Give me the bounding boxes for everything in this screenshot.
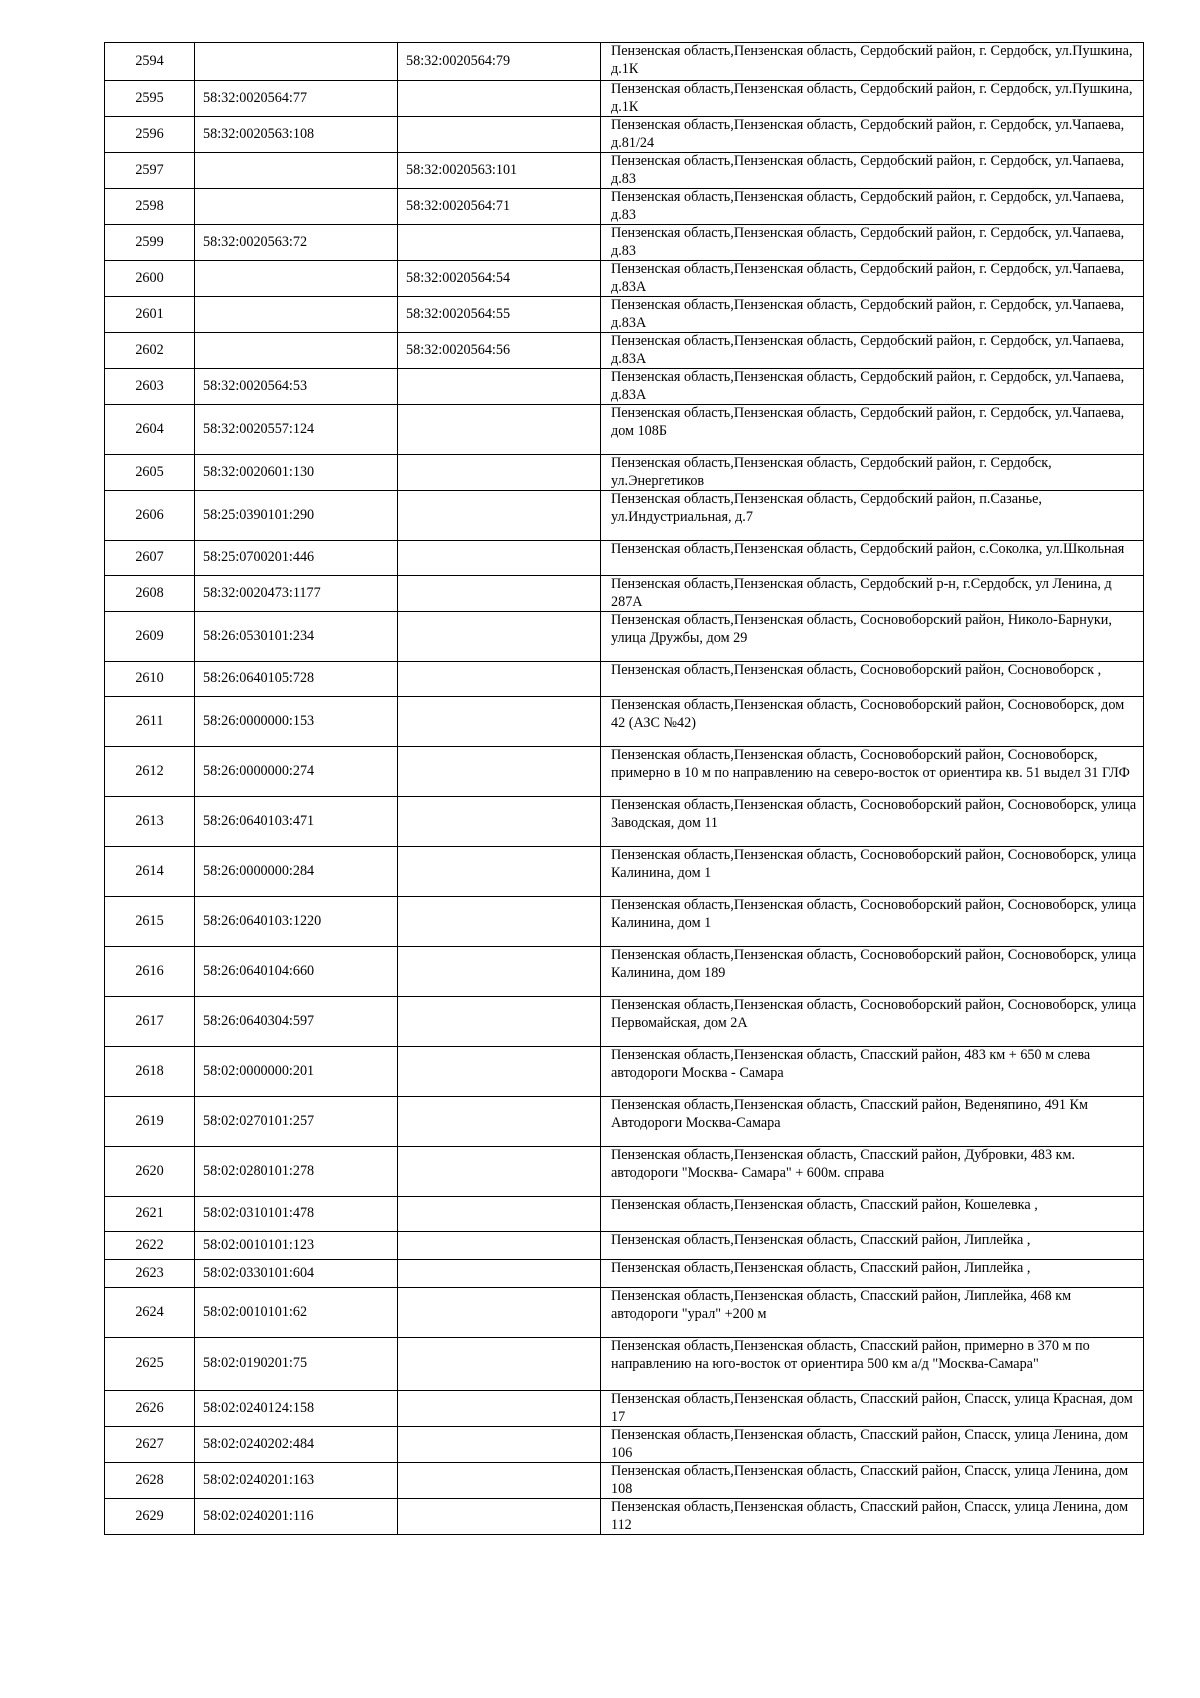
address-cell: Пензенская область,Пензенская область, Спасский район, Спасск, улица Красная, дом 17	[601, 1391, 1144, 1427]
address-cell: Пензенская область,Пензенская область, Сердобский район, г. Сердобск, ул.Чапаева, д.83	[601, 153, 1144, 189]
document-page	[104, 42, 1144, 1535]
table-row	[105, 847, 1144, 897]
row-number-cell: 2609	[105, 612, 195, 662]
cadastral-number-cell: 58:32:0020564:77	[195, 81, 398, 117]
table-row	[105, 405, 1144, 455]
table-row	[105, 1260, 1144, 1288]
cadastral-number-cell: 58:02:0240201:116	[195, 1499, 398, 1535]
cadastral-number-2-cell	[398, 81, 601, 117]
cadastral-number-cell	[195, 297, 398, 333]
address-cell: Пензенская область,Пензенская область, Сосновоборский район, Сосновоборск ,	[601, 662, 1144, 697]
cadastral-number-2-cell	[398, 1147, 601, 1197]
row-number-cell: 2626	[105, 1391, 195, 1427]
row-number-cell: 2621	[105, 1197, 195, 1232]
cadastral-number-2-cell	[398, 1338, 601, 1391]
table-row	[105, 612, 1144, 662]
cadastral-number-cell: 58:32:0020564:53	[195, 369, 398, 405]
row-number-cell: 2600	[105, 261, 195, 297]
cadastral-number-2-cell	[398, 117, 601, 153]
table-row	[105, 1097, 1144, 1147]
cadastral-number-2-cell	[398, 369, 601, 405]
row-number-cell: 2596	[105, 117, 195, 153]
row-number-cell: 2629	[105, 1499, 195, 1535]
table-row	[105, 747, 1144, 797]
cadastral-number-cell: 58:26:0640103:471	[195, 797, 398, 847]
cadastral-number-2-cell	[398, 1097, 601, 1147]
address-cell: Пензенская область,Пензенская область, Спасский район, Спасск, улица Ленина, дом 108	[601, 1463, 1144, 1499]
table-row	[105, 455, 1144, 491]
row-number-cell: 2599	[105, 225, 195, 261]
row-number-cell: 2619	[105, 1097, 195, 1147]
table-row	[105, 81, 1144, 117]
row-number-cell: 2617	[105, 997, 195, 1047]
cadastral-number-2-cell: 58:32:0020564:71	[398, 189, 601, 225]
table-row	[105, 1338, 1144, 1391]
row-number-cell: 2624	[105, 1288, 195, 1338]
row-number-cell: 2604	[105, 405, 195, 455]
address-cell: Пензенская область,Пензенская область, Сосновоборский район, Сосновоборск, улица Калинина, дом 189	[601, 947, 1144, 997]
table-row	[105, 1391, 1144, 1427]
cadastral-number-2-cell	[398, 747, 601, 797]
cadastral-number-cell: 58:32:0020601:130	[195, 455, 398, 491]
row-number-cell: 2627	[105, 1427, 195, 1463]
cadastral-number-2-cell	[398, 897, 601, 947]
table-row	[105, 947, 1144, 997]
cadastral-number-2-cell	[398, 1232, 601, 1260]
row-number-cell: 2607	[105, 541, 195, 576]
table-row	[105, 1147, 1144, 1197]
cadastral-number-2-cell	[398, 947, 601, 997]
address-cell: Пензенская область,Пензенская область, Сердобский район, г. Сердобск, ул.Чапаева, д.83А	[601, 297, 1144, 333]
cadastral-number-cell: 58:26:0640304:597	[195, 997, 398, 1047]
cadastral-number-cell: 58:02:0310101:478	[195, 1197, 398, 1232]
row-number-cell: 2615	[105, 897, 195, 947]
cadastral-number-2-cell	[398, 225, 601, 261]
address-cell: Пензенская область,Пензенская область, Сосновоборский район, Сосновоборск, улица Первомайская, дом 2А	[601, 997, 1144, 1047]
cadastral-number-2-cell	[398, 1391, 601, 1427]
cadastral-number-cell: 58:32:0020563:72	[195, 225, 398, 261]
row-number-cell: 2608	[105, 576, 195, 612]
cadastral-number-2-cell: 58:32:0020564:55	[398, 297, 601, 333]
cadastral-number-cell	[195, 333, 398, 369]
row-number-cell: 2595	[105, 81, 195, 117]
cadastral-number-cell: 58:02:0010101:62	[195, 1288, 398, 1338]
cadastral-number-cell: 58:26:0640104:660	[195, 947, 398, 997]
cadastral-number-cell: 58:02:0240202:484	[195, 1427, 398, 1463]
cadastral-number-2-cell: 58:32:0020564:56	[398, 333, 601, 369]
table-row	[105, 797, 1144, 847]
cadastral-number-cell: 58:32:0020563:108	[195, 117, 398, 153]
cadastral-number-2-cell	[398, 455, 601, 491]
row-number-cell: 2598	[105, 189, 195, 225]
cadastral-number-2-cell	[398, 541, 601, 576]
cadastral-number-2-cell	[398, 797, 601, 847]
address-cell: Пензенская область,Пензенская область, Спасский район, Кошелевка ,	[601, 1197, 1144, 1232]
address-cell: Пензенская область,Пензенская область, Спасский район, Спасск, улица Ленина, дом 106	[601, 1427, 1144, 1463]
row-number-cell: 2618	[105, 1047, 195, 1097]
address-cell: Пензенская область,Пензенская область, Сердобский район, г. Сердобск, ул.Чапаева, д.83А	[601, 369, 1144, 405]
table-row	[105, 697, 1144, 747]
row-number-cell: 2611	[105, 697, 195, 747]
table-row	[105, 1499, 1144, 1535]
row-number-cell: 2597	[105, 153, 195, 189]
address-cell: Пензенская область,Пензенская область, Сосновоборский район, Сосновоборск, улица Заводская, дом 11	[601, 797, 1144, 847]
cadastral-number-2-cell	[398, 1047, 601, 1097]
address-cell: Пензенская область,Пензенская область, Спасский район, примерно в 370 м по направлению на юго-восток от ориентира 500 км а/д "Москва-Самара"	[601, 1338, 1144, 1391]
cadastral-number-2-cell	[398, 847, 601, 897]
table-row	[105, 997, 1144, 1047]
cadastral-number-2-cell	[398, 697, 601, 747]
cadastral-number-2-cell	[398, 997, 601, 1047]
cadastral-number-cell: 58:02:0280101:278	[195, 1147, 398, 1197]
cadastral-number-cell	[195, 153, 398, 189]
row-number-cell: 2603	[105, 369, 195, 405]
cadastral-number-cell: 58:32:0020557:124	[195, 405, 398, 455]
table-row	[105, 491, 1144, 541]
address-cell: Пензенская область,Пензенская область, Сосновоборский район, Сосновоборск, примерно в 10 м по направлению на северо-восток от ориентира кв. 51 выдел 31 ГЛФ	[601, 747, 1144, 797]
cadastral-number-cell: 58:32:0020473:1177	[195, 576, 398, 612]
row-number-cell: 2628	[105, 1463, 195, 1499]
cadastral-number-cell	[195, 189, 398, 225]
cadastral-number-cell: 58:02:0240201:163	[195, 1463, 398, 1499]
table-row	[105, 153, 1144, 189]
cadastral-number-2-cell	[398, 1288, 601, 1338]
address-cell: Пензенская область,Пензенская область, Сосновоборский район, Сосновоборск, улица Калинина, дом 1	[601, 847, 1144, 897]
cadastral-number-2-cell: 58:32:0020564:79	[398, 43, 601, 81]
address-cell: Пензенская область,Пензенская область, Спасский район, Липлейка ,	[601, 1260, 1144, 1288]
table-row	[105, 189, 1144, 225]
register-table-body	[105, 43, 1144, 1535]
cadastral-number-2-cell	[398, 1197, 601, 1232]
row-number-cell: 2620	[105, 1147, 195, 1197]
table-row	[105, 1427, 1144, 1463]
table-row	[105, 43, 1144, 81]
cadastral-number-cell: 58:02:0240124:158	[195, 1391, 398, 1427]
cadastral-number-2-cell	[398, 491, 601, 541]
cadastral-number-2-cell	[398, 576, 601, 612]
cadastral-number-cell: 58:02:0010101:123	[195, 1232, 398, 1260]
address-cell: Пензенская область,Пензенская область, Спасский район, Дубровки, 483 км. автодороги "Москва- Самара" + 600м. справа	[601, 1147, 1144, 1197]
cadastral-number-cell: 58:25:0390101:290	[195, 491, 398, 541]
address-cell: Пензенская область,Пензенская область, Спасский район, Липлейка, 468 км автодороги "урал" +200 м	[601, 1288, 1144, 1338]
table-row	[105, 369, 1144, 405]
cadastral-number-cell: 58:26:0530101:234	[195, 612, 398, 662]
cadastral-number-2-cell	[398, 612, 601, 662]
address-cell: Пензенская область,Пензенская область, Сердобский район, г. Сердобск, ул.Чапаева, д.83А	[601, 261, 1144, 297]
table-row	[105, 541, 1144, 576]
table-row	[105, 261, 1144, 297]
cadastral-number-cell: 58:02:0330101:604	[195, 1260, 398, 1288]
address-cell: Пензенская область,Пензенская область, Сердобский район, г. Сердобск, ул.Чапаева, д.81/24	[601, 117, 1144, 153]
address-cell: Пензенская область,Пензенская область, Сердобский р-н, г.Сердобск, ул Ленина, д 287А	[601, 576, 1144, 612]
cadastral-number-cell: 58:26:0000000:153	[195, 697, 398, 747]
table-row	[105, 1047, 1144, 1097]
cadastral-number-2-cell	[398, 1463, 601, 1499]
row-number-cell: 2625	[105, 1338, 195, 1391]
row-number-cell: 2606	[105, 491, 195, 541]
row-number-cell: 2623	[105, 1260, 195, 1288]
table-row	[105, 1232, 1144, 1260]
row-number-cell: 2610	[105, 662, 195, 697]
address-cell: Пензенская область,Пензенская область, Спасский район, 483 км + 650 м слева автодороги Москва - Самара	[601, 1047, 1144, 1097]
table-row	[105, 1463, 1144, 1499]
cadastral-number-cell	[195, 261, 398, 297]
cadastral-number-2-cell	[398, 405, 601, 455]
row-number-cell: 2614	[105, 847, 195, 897]
cadastral-number-cell	[195, 43, 398, 81]
table-row	[105, 297, 1144, 333]
cadastral-number-cell: 58:02:0000000:201	[195, 1047, 398, 1097]
address-cell: Пензенская область,Пензенская область, Спасский район, Липлейка ,	[601, 1232, 1144, 1260]
row-number-cell: 2612	[105, 747, 195, 797]
address-cell: Пензенская область,Пензенская область, Сердобский район, г. Сердобск, ул.Пушкина, д.1К	[601, 81, 1144, 117]
address-cell: Пензенская область,Пензенская область, Сосновоборский район, Сосновоборск, дом 42 (АЗС №42)	[601, 697, 1144, 747]
address-cell: Пензенская область,Пензенская область, Спасский район, Спасск, улица Ленина, дом 112	[601, 1499, 1144, 1535]
address-cell: Пензенская область,Пензенская область, Сердобский район, г. Сердобск, ул.Чапаева, д.83	[601, 225, 1144, 261]
table-row	[105, 897, 1144, 947]
cadastral-number-cell: 58:26:0000000:274	[195, 747, 398, 797]
register-table	[104, 42, 1144, 1535]
address-cell: Пензенская область,Пензенская область, Сердобский район, г. Сердобск, ул.Чапаева, дом 108Б	[601, 405, 1144, 455]
address-cell: Пензенская область,Пензенская область, Сердобский район, г. Сердобск, ул.Энергетиков	[601, 455, 1144, 491]
table-row	[105, 576, 1144, 612]
row-number-cell: 2602	[105, 333, 195, 369]
address-cell: Пензенская область,Пензенская область, Сердобский район, г. Сердобск, ул.Чапаева, д.83А	[601, 333, 1144, 369]
address-cell: Пензенская область,Пензенская область, Сердобский район, г. Сердобск, ул.Чапаева, д.83	[601, 189, 1144, 225]
cadastral-number-cell: 58:26:0000000:284	[195, 847, 398, 897]
table-row	[105, 1288, 1144, 1338]
row-number-cell: 2616	[105, 947, 195, 997]
table-row	[105, 333, 1144, 369]
address-cell: Пензенская область,Пензенская область, Сердобский район, п.Сазанье, ул.Индустриальная, д.7	[601, 491, 1144, 541]
cadastral-number-2-cell	[398, 662, 601, 697]
cadastral-number-2-cell	[398, 1427, 601, 1463]
address-cell: Пензенская область,Пензенская область, Сердобский район, с.Соколка, ул.Школьная	[601, 541, 1144, 576]
address-cell: Пензенская область,Пензенская область, Сосновоборский район, Сосновоборск, улица Калинина, дом 1	[601, 897, 1144, 947]
row-number-cell: 2605	[105, 455, 195, 491]
table-row	[105, 1197, 1144, 1232]
cadastral-number-2-cell: 58:32:0020564:54	[398, 261, 601, 297]
row-number-cell: 2622	[105, 1232, 195, 1260]
cadastral-number-cell: 58:02:0270101:257	[195, 1097, 398, 1147]
cadastral-number-cell: 58:26:0640105:728	[195, 662, 398, 697]
cadastral-number-2-cell: 58:32:0020563:101	[398, 153, 601, 189]
row-number-cell: 2594	[105, 43, 195, 81]
table-row	[105, 662, 1144, 697]
row-number-cell: 2613	[105, 797, 195, 847]
address-cell: Пензенская область,Пензенская область, Сосновоборский район, Николо-Барнуки, улица Дружбы, дом 29	[601, 612, 1144, 662]
table-row	[105, 117, 1144, 153]
row-number-cell: 2601	[105, 297, 195, 333]
cadastral-number-2-cell	[398, 1260, 601, 1288]
cadastral-number-2-cell	[398, 1499, 601, 1535]
address-cell: Пензенская область,Пензенская область, Спасский район, Веденяпино, 491 Км Автодороги Москва-Самара	[601, 1097, 1144, 1147]
cadastral-number-cell: 58:25:0700201:446	[195, 541, 398, 576]
cadastral-number-cell: 58:26:0640103:1220	[195, 897, 398, 947]
table-row	[105, 225, 1144, 261]
cadastral-number-cell: 58:02:0190201:75	[195, 1338, 398, 1391]
address-cell: Пензенская область,Пензенская область, Сердобский район, г. Сердобск, ул.Пушкина, д.1К	[601, 43, 1144, 81]
